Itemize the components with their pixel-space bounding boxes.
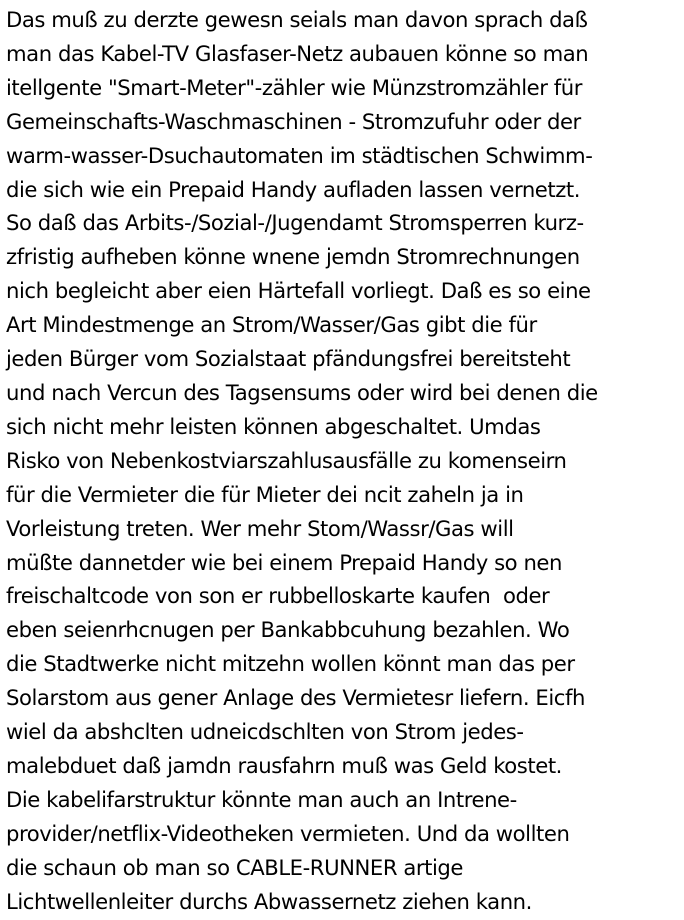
text-line-4: Gemeinschafts-Waschmaschinen - Stromzufuhr oder der [6, 109, 581, 135]
text-line-6: die sich wie ein Prepaid Handy aufladen lassen vernetzt. [6, 177, 581, 203]
text-line-17: müßte dannetder wie bei einem Prepaid Handy so nen [6, 550, 562, 576]
text-line-8: zfristig aufheben könne wnene jemdn Stromrechnungen [6, 245, 580, 271]
text-line-13: sich nicht mehr leisten können abgeschaltet. Umdas [6, 414, 541, 440]
text-line-24: Die kabelifarstruktur könnte man auch an Intrene- [6, 787, 517, 813]
text-line-10: Art Mindestmenge an Strom/Wasser/Gas gibt die für [6, 313, 537, 339]
text-line-2: man das Kabel-TV Glasfaser-Netz aubauen könne so man [6, 41, 589, 67]
text-line-27: Lichtwellenleiter durchs Abwassernetz ziehen kann. [6, 889, 532, 915]
text-line-12: und nach Vercun des Tagsensums oder wird bei denen die [6, 380, 598, 406]
text-line-18: freischaltcode von son er rubbelloskarte kaufen oder [6, 584, 550, 610]
text-line-26: die schaun ob man so CABLE-RUNNER artige [6, 855, 464, 881]
text-line-25: provider/netflix-Videotheken vermieten. Und da wollten [6, 821, 570, 847]
text-line-23: malebduet daß jamdn rausfahrn muß was Geld kostet. [6, 753, 562, 779]
text-line-3: itellgente "Smart-Meter"-zähler wie Münzstromzähler für [6, 75, 583, 101]
text-line-15: für die Vermieter die für Mieter dei ncit zaheln ja in [6, 482, 524, 508]
text-line-1: Das muß zu derzte gewesn seials man davon sprach daß [6, 8, 588, 33]
text-line-20: die Stadtwerke nicht mitzehn wollen könnt man das per [6, 652, 575, 678]
text-line-14: Risko von Nebenkostviarszahlusausfälle zu komenseirn [6, 448, 567, 474]
text-line-11: jeden Bürger vom Sozialstaat pfändungsfrei bereitsteht [6, 347, 571, 373]
body-text [6, 4, 682, 919]
text-line-19: eben seienrhcnugen per Bankabbcuhung bezahlen. Wo [6, 618, 570, 644]
text-line-21: Solarstom aus gener Anlage des Vermietesr liefern. Eicfh [6, 686, 585, 712]
text-line-5: warm-wasser-Dsuchautomaten im städtischen Schwimm- [6, 143, 593, 169]
text-line-9: nich begleicht aber eien Härtefall vorliegt. Daß es so eine [6, 279, 591, 305]
text-line-16: Vorleistung treten. Wer mehr Stom/Wassr/Gas will [6, 516, 514, 542]
text-line-22: wiel da abshclten udneicdschlten von Strom jedes- [6, 720, 524, 746]
text-line-7: So daß das Arbits-/Sozial-/Jugendamt Stromsperren kurz- [6, 211, 584, 237]
